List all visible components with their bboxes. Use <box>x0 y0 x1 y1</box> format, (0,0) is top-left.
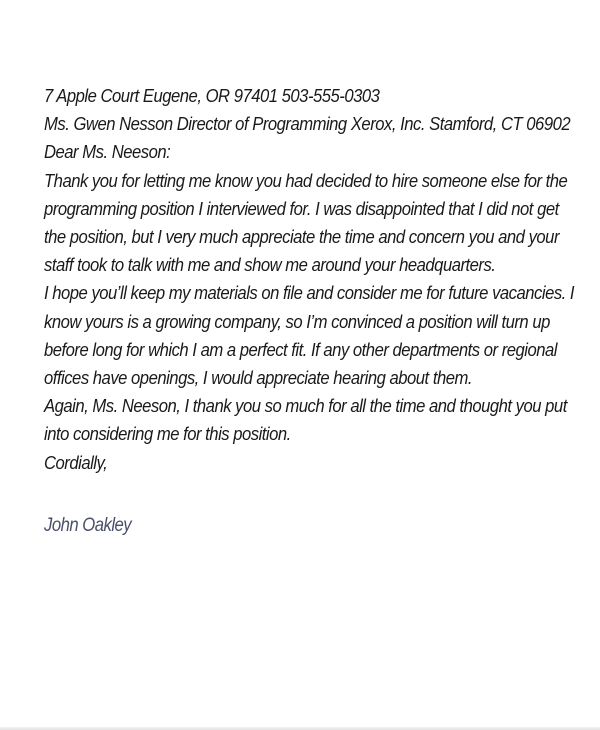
closing: Cordially, <box>44 451 108 473</box>
salutation: Dear Ms. Neeson: <box>44 141 171 163</box>
signature-name: John Oakley <box>44 515 132 536</box>
paragraph-2-line: offices have openings, I would appreciate hearing about them. <box>44 367 472 389</box>
paragraph-2-line: before long for which I am a perfect fit. If any other departments or regional <box>44 338 557 360</box>
paragraph-1-line: Thank you for letting me know you had decided to hire someone else for the <box>44 169 568 191</box>
paragraph-1-line: programming position I interviewed for. I was disappointed that I did not get <box>44 197 559 219</box>
paragraph-1-line: staff took to talk with me and show me around your headquarters. <box>44 254 496 276</box>
paragraph-3-line: Again, Ms. Neeson, I thank you so much for all the time and thought you put <box>44 395 567 417</box>
letter-body <box>44 82 575 477</box>
paragraph-2-line: I hope you’ll keep my materials on file and consider me for future vacancies. I <box>44 282 575 304</box>
paragraph-1-line: the position, but I very much appreciate the time and concern you and your <box>44 226 559 248</box>
paragraph-2-line: know yours is a growing company, so I’m convinced a position will turn up <box>44 310 550 332</box>
paragraph-3-line: into considering me for this position. <box>44 423 291 445</box>
recipient-block: Ms. Gwen Nesson Director of Programming Xerox, Inc. Stamford, CT 06902 <box>44 113 571 135</box>
sender-address: 7 Apple Court Eugene, OR 97401 503-555-0303 <box>44 85 380 106</box>
